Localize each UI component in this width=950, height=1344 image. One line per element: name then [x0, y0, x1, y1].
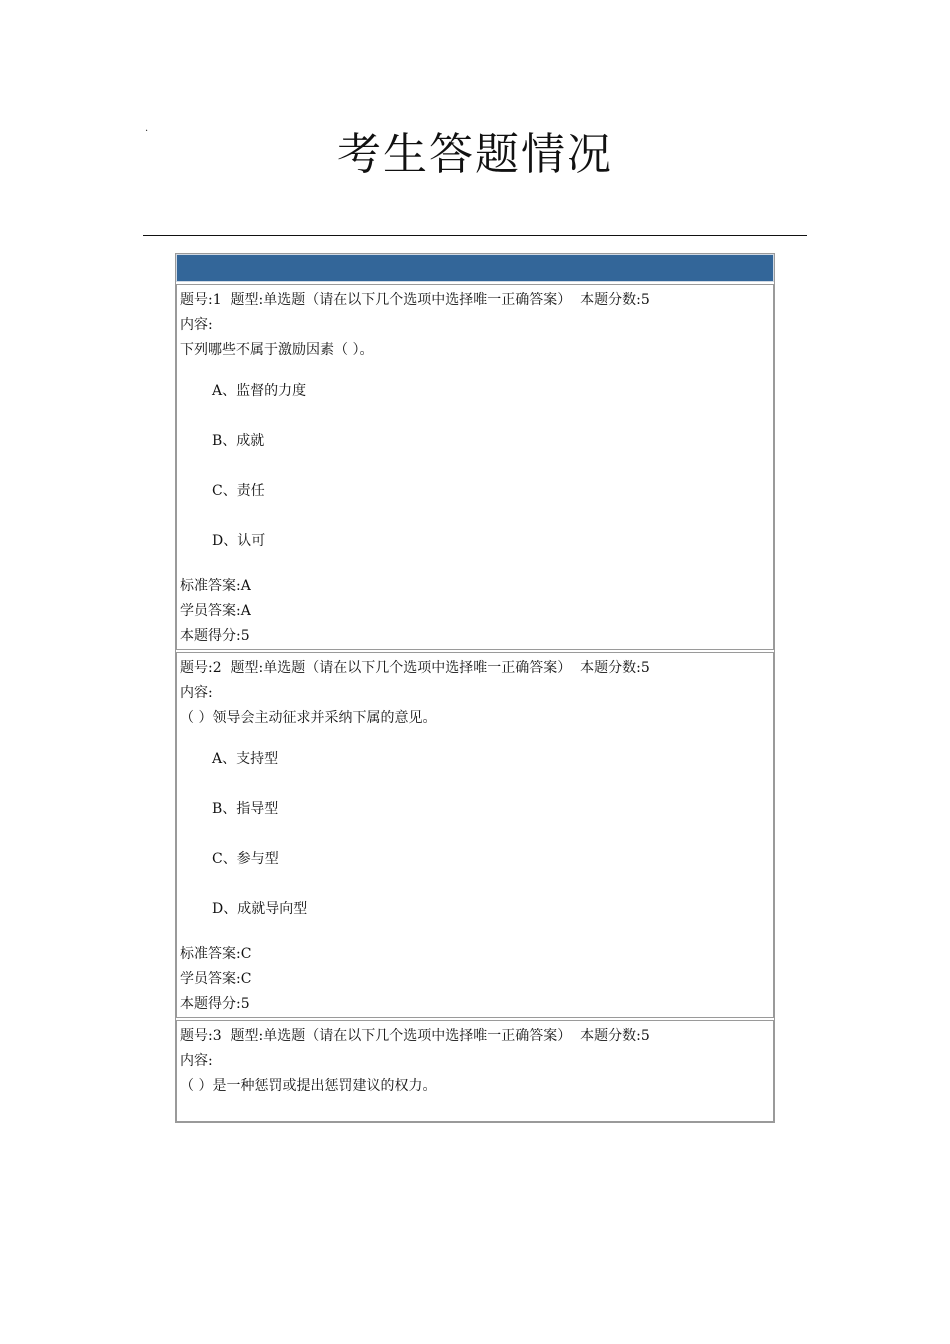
option-c: C、参与型 — [212, 851, 279, 867]
question-meta: 题号:2 题型:单选题（请在以下几个选项中选择唯一正确答案） 本题分数:5 — [180, 660, 650, 676]
option-a: A、支持型 — [212, 751, 279, 767]
content-label: 内容: — [180, 317, 213, 333]
question-score: 本题得分:5 — [180, 628, 250, 644]
standard-answer: 标准答案:A — [180, 578, 251, 594]
table-header-band — [176, 254, 774, 282]
question-block-1 — [176, 284, 774, 650]
question-score: 本题得分:5 — [180, 996, 250, 1012]
option-d: D、成就导向型 — [212, 901, 308, 917]
content-label: 内容: — [180, 685, 213, 701]
title-divider — [143, 235, 807, 236]
question-stem: （ ）是一种惩罚或提出惩罚建议的权力。 — [180, 1078, 437, 1094]
answer-table — [175, 253, 775, 1123]
option-list — [180, 379, 770, 554]
question-block-3 — [176, 1020, 774, 1122]
question-meta: 题号:1 题型:单选题（请在以下几个选项中选择唯一正确答案） 本题分数:5 — [180, 292, 650, 308]
option-b: B、指导型 — [212, 801, 279, 817]
option-a: A、监督的力度 — [212, 383, 307, 399]
question-stem: 下列哪些不属于激励因素（ ）。 — [180, 342, 374, 358]
page-title: 考生答题情况 — [337, 129, 613, 180]
question-meta: 题号:3 题型:单选题（请在以下几个选项中选择唯一正确答案） 本题分数:5 — [180, 1028, 650, 1044]
corner-dot: · — [145, 126, 149, 137]
option-b: B、成就 — [212, 433, 265, 449]
content-label: 内容: — [180, 1053, 213, 1069]
question-block-2 — [176, 652, 774, 1018]
option-d: D、认可 — [212, 533, 266, 549]
option-c: C、责任 — [212, 483, 265, 499]
student-answer: 学员答案:A — [180, 603, 251, 619]
question-stem: （ ）领导会主动征求并采纳下属的意见。 — [180, 710, 437, 726]
standard-answer: 标准答案:C — [180, 946, 252, 962]
student-answer: 学员答案:C — [180, 971, 252, 987]
option-list — [180, 747, 770, 922]
